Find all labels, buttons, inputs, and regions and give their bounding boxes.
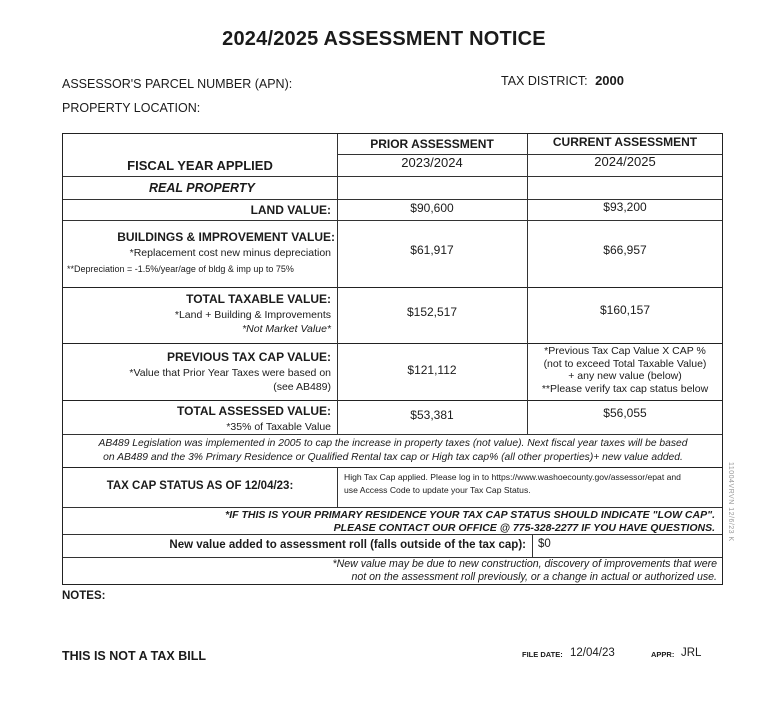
- status-line: use Access Code to update your Tax Cap Status.: [344, 485, 531, 495]
- new-note-line: not on the assessment roll previously, or a change in actual or authorized use.: [351, 571, 717, 583]
- divider: [63, 400, 722, 401]
- divider: [63, 220, 722, 221]
- previous-tax-cap-prior: $121,112: [407, 363, 457, 377]
- cap-current-line: **Please verify tax cap status below: [541, 382, 709, 395]
- divider: [63, 467, 722, 468]
- new-note-line: *New value may be due to new construction, discovery of improvements that were: [332, 558, 717, 570]
- not-market-value-note: *Not Market Value*: [242, 323, 331, 335]
- side-stamp: 11004VRVN 12/6/23 K: [727, 462, 734, 542]
- divider: [63, 507, 722, 508]
- divider: [63, 176, 722, 177]
- current-assessment-header: CURRENT ASSESSMENT: [552, 135, 698, 149]
- new-value-label: New value added to assessment roll (falls outside of the tax cap):: [169, 539, 526, 551]
- land-value-label: LAND VALUE:: [250, 203, 331, 217]
- prior-assessment-header: PRIOR ASSESSMENT: [370, 137, 494, 151]
- not-a-tax-bill: THIS IS NOT A TAX BILL: [62, 649, 206, 663]
- cap-current-line: *Previous Tax Cap Value X CAP %: [544, 345, 706, 357]
- buildings-value-label: BUILDINGS & IMPROVEMENT VALUE:: [117, 230, 335, 244]
- divider: [63, 287, 722, 288]
- ab489-reference: (see AB489): [273, 381, 331, 393]
- file-date-value: 12/04/23: [570, 647, 615, 659]
- divider: [63, 534, 722, 535]
- total-assessed-prior: $53,381: [410, 408, 454, 422]
- ab489-legislation-text: [63, 437, 723, 464]
- tax-district: [501, 73, 624, 88]
- appraiser-value: JRL: [681, 647, 702, 659]
- buildings-note: *Replacement cost new minus depreciation: [129, 247, 331, 259]
- fiscal-year-prior: 2023/2024: [401, 155, 463, 170]
- divider: [63, 343, 722, 344]
- primary-residence-notice: [63, 509, 715, 534]
- previous-tax-cap-current: [527, 345, 723, 395]
- depreciation-note: **Depreciation = -1.5%/year/age of bldg & imp up to 75%: [67, 264, 294, 274]
- total-taxable-label: TOTAL TAXABLE VALUE:: [186, 292, 331, 306]
- assessment-table: [62, 133, 723, 585]
- divider: [337, 467, 338, 507]
- property-location-label: PROPERTY LOCATION:: [62, 101, 201, 115]
- buildings-value-current: $66,957: [603, 243, 647, 257]
- tax-district-label: TAX DISTRICT:: [501, 74, 588, 88]
- cap-current-line: + any new value (below): [568, 370, 682, 382]
- cap-current-line: (not to exceed Total Taxable Value): [543, 357, 707, 370]
- land-value-current: $93,200: [603, 200, 647, 214]
- taxable-note: *Land + Building & Improvements: [174, 309, 331, 321]
- file-date-label: FILE DATE:: [522, 650, 563, 659]
- page-title: 2024/2025 ASSESSMENT NOTICE: [222, 28, 546, 50]
- fiscal-year-label: FISCAL YEAR APPLIED: [127, 158, 273, 173]
- apn-label: ASSESSOR'S PARCEL NUMBER (APN):: [62, 77, 293, 91]
- divider: [532, 534, 533, 557]
- divider: [337, 134, 338, 434]
- notice-line: PLEASE CONTACT OUR OFFICE @ 775-328-2277 IF YOU HAVE QUESTIONS.: [333, 521, 715, 534]
- total-assessed-current: $56,055: [603, 406, 647, 420]
- total-taxable-prior: $152,517: [406, 305, 458, 319]
- land-value-prior: $90,600: [410, 201, 454, 215]
- total-assessed-label: TOTAL ASSESSED VALUE:: [176, 404, 331, 418]
- notice-line: *IF THIS IS YOUR PRIMARY RESIDENCE YOUR TAX CAP STATUS SHOULD INDICATE "LOW CAP".: [225, 509, 715, 521]
- appraiser-label: APPR:: [651, 650, 675, 659]
- tax-cap-status-text: [344, 471, 724, 497]
- tax-district-value: 2000: [595, 73, 624, 88]
- real-property-label: REAL PROPERTY: [149, 181, 255, 195]
- previous-tax-cap-note: *Value that Prior Year Taxes were based on: [129, 367, 331, 379]
- total-taxable-current: $160,157: [599, 303, 651, 317]
- divider: [63, 434, 722, 435]
- assessed-note: *35% of Taxable Value: [226, 421, 331, 433]
- new-value-amount: $0: [538, 538, 551, 550]
- notes-label: NOTES:: [62, 590, 106, 602]
- status-line: High Tax Cap applied. Please log in to https://www.washoecounty.gov/assessor/epat and: [344, 472, 681, 482]
- tax-cap-status-label: TAX CAP STATUS AS OF 12/04/23:: [106, 480, 294, 492]
- new-value-note: [63, 558, 717, 584]
- ab489-line: on AB489 and the 3% Primary Residence or Qualified Rental tax cap or High tax cap% (all other properties)+ new value added.: [103, 451, 683, 463]
- buildings-value-prior: $61,917: [410, 243, 454, 257]
- fiscal-year-current: 2024/2025: [594, 154, 656, 169]
- ab489-line: AB489 Legislation was implemented in 2005 to cap the increase in property taxes (not value). Next fiscal year taxes will be based: [98, 438, 688, 449]
- previous-tax-cap-label: PREVIOUS TAX CAP VALUE:: [166, 350, 331, 364]
